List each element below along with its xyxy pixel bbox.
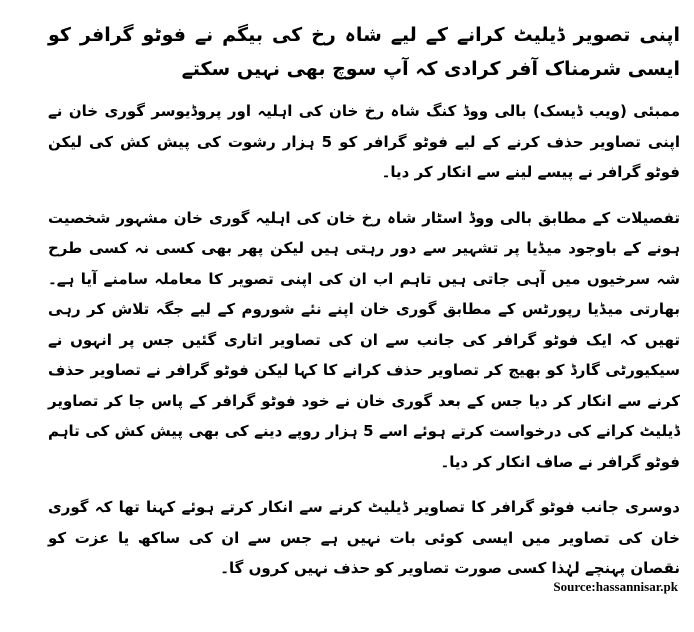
article-paragraph-3: دوسری جانب فوٹو گرافر کا تصاویر ڈیلیٹ کرنے سے انکار کرتے ہوئے کہنا تھا کہ گوری خان کی تصاویر میں ایسی کوئی بات نہیں ہے جس سے ان کی ساکھ یا عزت کو نقصان پہنچے لہٰذا کسی صورت تصاویر کو حذف نہیں کروں گا۔ — [48, 498, 680, 577]
article-paragraph-1: ممبئی (ویب ڈیسک) بالی ووڈ کنگ شاہ رخ خان کی اہلیہ اور پروڈیوسر گوری خان نے اپنی تصاویر حذف کرنے کے لیے فوٹو گرافر کو 5 ہزار رشوت کی پیش کش کی لیکن فوٹو گرافر نے پیسے لینے سے انکار کر دیا۔ — [48, 102, 680, 181]
source-credit: Source:hassannisar.pk — [553, 579, 678, 594]
article — [48, 18, 680, 599]
article-paragraph-2: تفصیلات کے مطابق بالی ووڈ اسٹار شاہ رخ خان کی اہلیہ گوری خان مشہور شخصیت ہونے کے باوجود میڈیا پر تشہیر سے دور رہتی ہیں لیکن پھر بھی کسی نہ کسی طرح شہ سرخیوں میں آہی جاتی ہیں تاہم اب ان کی اپنی تصویر کا معاملہ سامنے آیا ہے۔ بھارتی میڈیا رپورٹس کے مطابق گوری خان اپنے نئے شوروم کے لیے جگہ تلاش کر رہی تھیں کہ ایک فوٹو گرافر کی جانب سے ان کی تصاویر اتاری گئیں جس پر انہوں نے سیکیورٹی گارڈ کو بھیج کر تصاویر حذف کرانے کا کہا لیکن فوٹو گرافر نے تصاویر حذف کرنے سے انکار کر دیا جس کے بعد گوری خان نے خود فوٹو گرافر کے پاس جا کر تصاویر ڈیلیٹ کرانے کی درخواست کرتے ہوئے اسے 5 ہزار روپے دینے کی بھی پیش کش کی تاہم فوٹو گرافر نے صاف انکار کر دیا۔ — [48, 208, 680, 471]
article-headline: اپنی تصویر ڈیلیٹ کرانے کے لیے شاہ رخ کی بیگم نے فوٹو گرافر کو ایسی شرمناک آفر کرادی کہ آپ سوچ بھی نہیں سکتے — [48, 24, 680, 80]
